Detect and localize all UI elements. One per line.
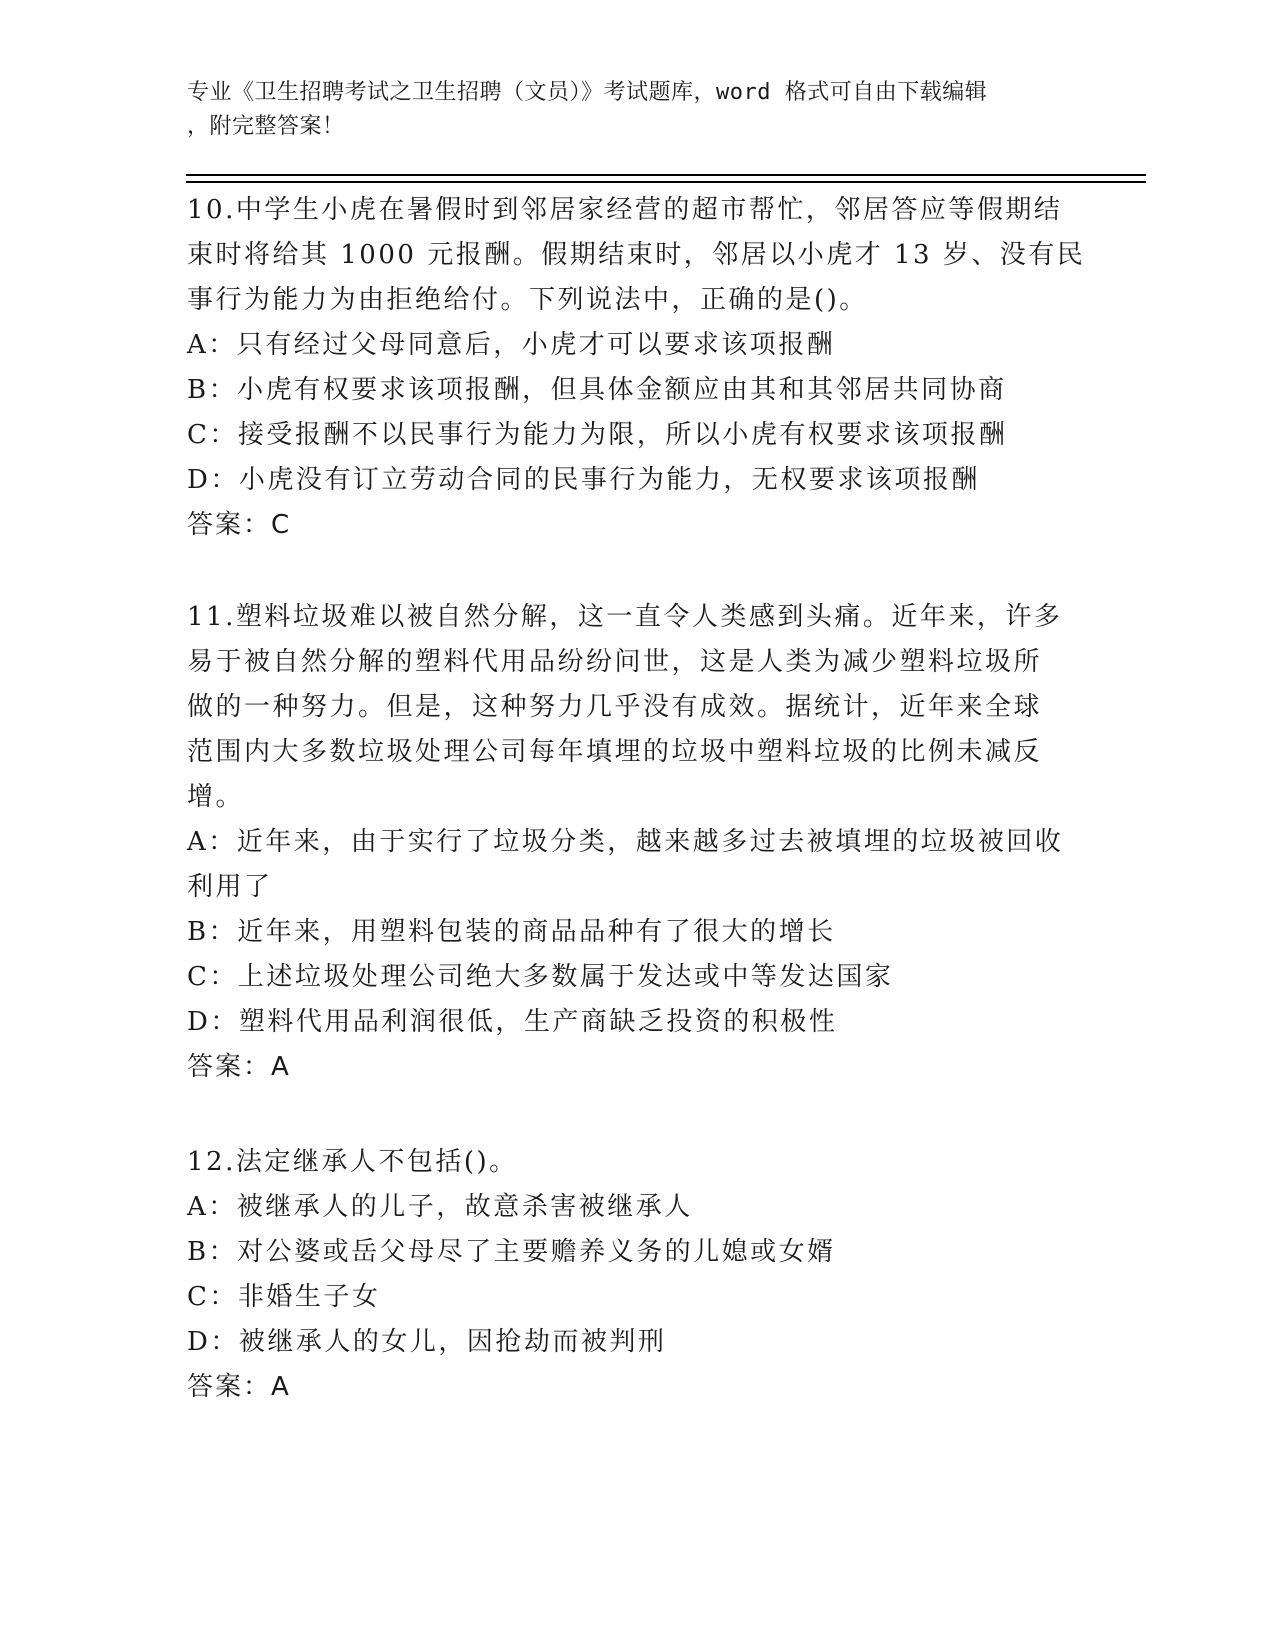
header-divider	[186, 174, 1146, 176]
option-a: A：被继承人的儿子，故意杀害被继承人	[187, 1192, 693, 1222]
answer-label: 答案：A	[187, 1052, 291, 1082]
option-a-continued: 利用了	[187, 872, 273, 902]
question-stem-line: 11.塑料垃圾难以被自然分解，这一直令人类感到头痛。近年来，许多	[187, 602, 1063, 632]
option-c: C：非婚生子女	[187, 1282, 381, 1312]
question-block	[187, 188, 1087, 548]
header-line: ，附完整答案！	[187, 114, 345, 139]
option-a: A：只有经过父母同意后，小虎才可以要求该项报酬	[187, 330, 836, 360]
option-d: D：小虎没有订立劳动合同的民事行为能力，无权要求该项报酬	[187, 465, 980, 495]
question-stem-line: 12.法定继承人不包括()。	[187, 1147, 518, 1177]
question-stem-line: 束时将给其 1000 元报酬。假期结束时，邻居以小虎才 13 岁、没有民	[187, 240, 1086, 270]
question-block	[187, 595, 1087, 1090]
question-stem-line: 增。	[187, 782, 245, 812]
question-stem-line: 事行为能力为由拒绝给付。下列说法中，正确的是()。	[187, 285, 868, 315]
question-stem-line: 范围内大多数垃圾处理公司每年填埋的垃圾中塑料垃圾的比例未减反	[187, 737, 1043, 767]
option-d: D：被继承人的女儿，因抢劫而被判刑	[187, 1327, 667, 1357]
header-divider	[186, 181, 1146, 183]
answer-label: 答案：C	[187, 510, 292, 540]
option-c: C：接受报酬不以民事行为能力为限，所以小虎有权要求该项报酬	[187, 420, 1008, 450]
question-stem-line: 10.中学生小虎在暑假时到邻居家经营的超市帮忙，邻居答应等假期结	[187, 195, 1063, 225]
option-b: B：小虎有权要求该项报酬，但具体金额应由其和其邻居共同协商	[187, 375, 1007, 405]
question-stem-line: 易于被自然分解的塑料代用品纷纷问世，这是人类为减少塑料垃圾所	[187, 647, 1043, 677]
question-block	[187, 1140, 1087, 1410]
option-a: A：近年来，由于实行了垃圾分类，越来越多过去被填埋的垃圾被回收	[187, 827, 1064, 857]
answer-label: 答案：A	[187, 1372, 291, 1402]
question-stem-line: 做的一种努力。但是，这种努力几乎没有成效。据统计，近年来全球	[187, 692, 1043, 722]
option-d: D：塑料代用品利润很低，生产商缺乏投资的积极性	[187, 1007, 838, 1037]
option-c: C：上述垃圾处理公司绝大多数属于发达或中等发达国家	[187, 962, 894, 992]
header-line: 专业《卫生招聘考试之卫生招聘（文员）》考试题库，word 格式可自由下载编辑	[187, 80, 988, 105]
option-b: B：近年来，用塑料包装的商品品种有了很大的增长	[187, 917, 836, 947]
document-header	[187, 76, 1087, 144]
option-b: B：对公婆或岳父母尽了主要赡养义务的儿媳或女婿	[187, 1237, 836, 1267]
